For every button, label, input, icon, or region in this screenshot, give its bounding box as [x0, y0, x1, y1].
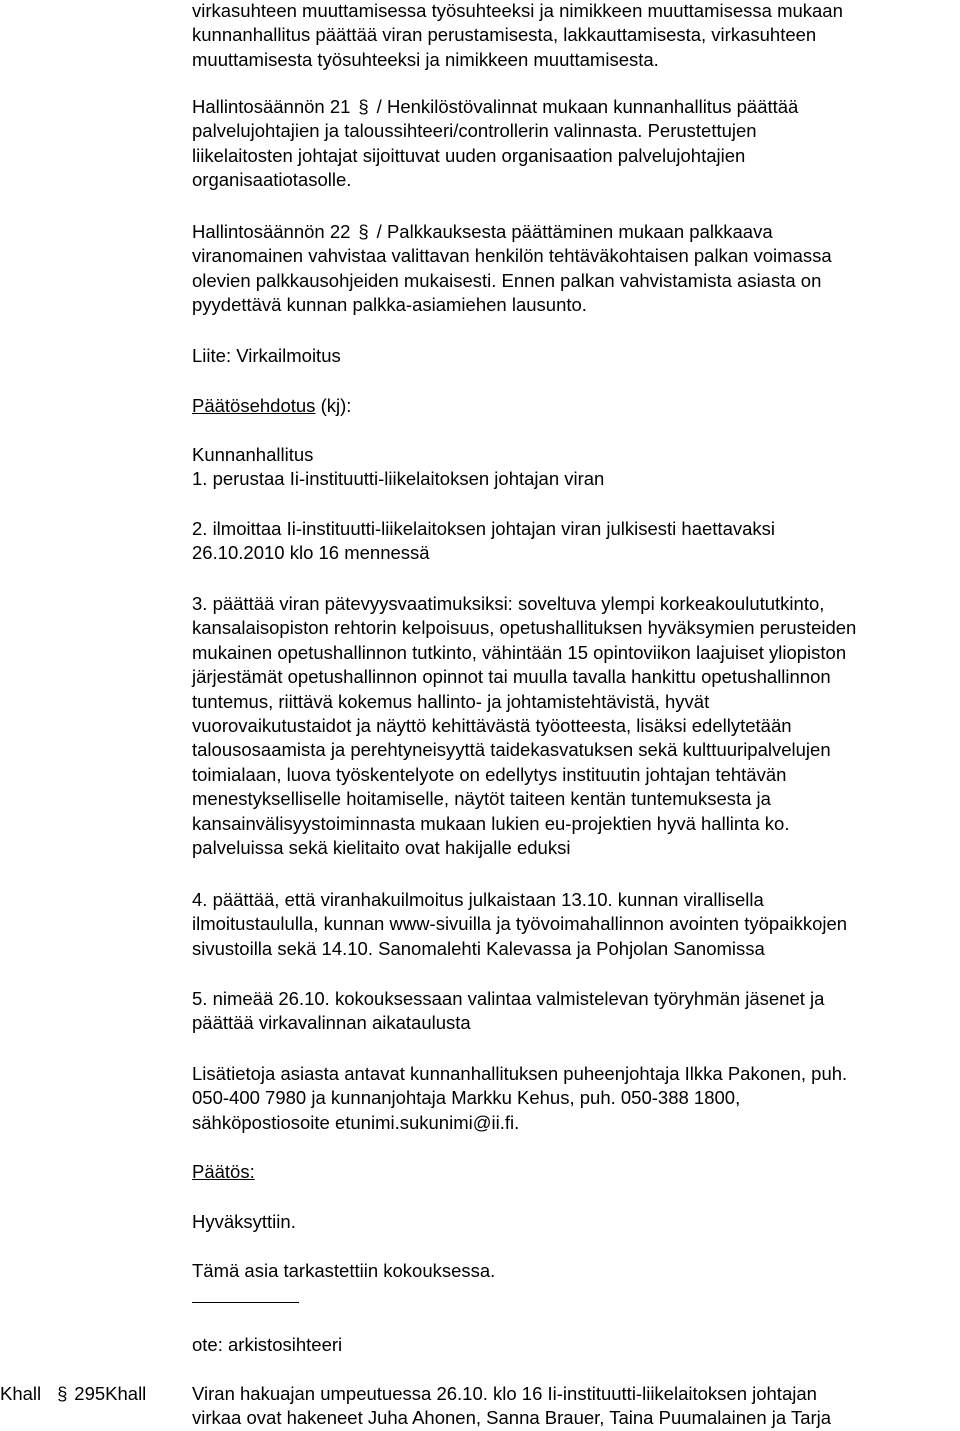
- text-line: muuttamisesta työsuhteeksi ja nimikkeen muuttamisesta.: [192, 48, 659, 70]
- text-line: sivustoilla sekä 14.10. Sanomalehti Kalevassa ja Pohjolan Sanomissa: [192, 937, 765, 959]
- section-sign: §: [358, 221, 369, 242]
- board-abbreviation: Khall: [0, 1383, 42, 1404]
- text-line: mukainen opetushallinnon tutkinto, vähintään 15 opintoviikon laajuiset yliopiston: [192, 641, 847, 663]
- text-line: toimialaan, luova työskentelyote on edellytys instituutin johtajan tehtävän: [192, 763, 787, 785]
- text-line: ilmoitustaululla, kunnan www-sivuilla ja työvoimahallinnon avointen työpaikkojen: [192, 913, 848, 935]
- proposal-heading: [192, 394, 958, 418]
- text-line: 4. päättää, että viranhakuilmoitus julkaistaan 13.10. kunnan virallisella: [192, 889, 764, 910]
- contact-info: [192, 1062, 958, 1135]
- text-line: viranomainen vahvistaa valittavan henkilön tehtäväkohtaisen palkan voimassa: [192, 245, 832, 267]
- text-line: olevien palkkausohjeiden mukaisesti. Ennen palkan vahvistamista asiasta on: [192, 269, 822, 291]
- text-line: 5. nimeää 26.10. kokouksessaan valintaa valmistelevan työryhmän jäsenet ja: [192, 988, 825, 1009]
- text-line: päättää virkavalinnan aikataulusta: [192, 1012, 471, 1034]
- checked-text: Tämä asia tarkastettiin kokouksessa.: [192, 1260, 496, 1281]
- text-line: liikelaitosten johtajat sijoittuvat uuden organisaation palvelujohtajien: [192, 144, 746, 166]
- text-line: vuorovaikutustaidot ja näyttö kehittävästä työotteesta, lisäksi edellytetään: [192, 714, 792, 736]
- paragraph-decision-authority: [192, 0, 958, 72]
- extract-text: ote: arkistosihteeri: [192, 1334, 343, 1355]
- text-line: kansainvälisyystoiminnasta mukaan lukien eu-projektien hyvä hallinta ko.: [192, 812, 790, 834]
- proposal-item-4: [192, 888, 958, 961]
- text-line: 26.10.2010 klo 16 mennessä: [192, 542, 430, 564]
- text-line: organisaatiotasolle.: [192, 169, 352, 191]
- rule-reference: Hallintosäännön 22: [192, 221, 351, 242]
- proposal-item-1: 1. perustaa Ii-instituutti-liikelaitoksen johtajan viran: [192, 468, 605, 490]
- decision-heading-label: Päätös:: [192, 1161, 255, 1182]
- attachment-text: Liite: Virkailmoitus: [192, 345, 341, 366]
- decision-heading: [192, 1160, 958, 1184]
- proposal-board: [192, 443, 958, 492]
- text-line: talousosaamista ja perehtyneisyyttä taidekasvatuksen sekä kulttuuripalvelujen: [192, 739, 831, 761]
- text-line: virkasuhteen muuttamisessa työsuhteeksi ja nimikkeen muuttamisessa mukaan: [192, 0, 843, 21]
- text-line: Viran hakuajan umpeutuessa 26.10. klo 16 Ii-instituutti-liikelaitoksen johtajan: [192, 1383, 817, 1404]
- text-fragment: / Henkilöstövalinnat mukaan kunnanhallitus päättää: [371, 96, 799, 117]
- text-line: sähköpostiosoite etunimi.sukunimi@ii.fi.: [192, 1111, 520, 1133]
- text-line: virkaa ovat hakeneet Juha Ahonen, Sanna Brauer, Taina Puumalainen ja Tarja: [192, 1407, 832, 1429]
- text-line: [192, 220, 958, 244]
- text-line: [192, 95, 958, 119]
- extract-note: [192, 1333, 958, 1357]
- text-line: [192, 394, 958, 418]
- section-sign: §: [358, 96, 369, 117]
- proposal-item-3: [192, 592, 958, 860]
- paragraph-staff-selection: [192, 95, 958, 193]
- text-line: Lisätietoja asiasta antavat kunnanhallituksen puheenjohtaja Ilkka Pakonen, puh.: [192, 1063, 848, 1084]
- section-sign: §: [57, 1383, 68, 1404]
- text-line: kunnanhallitus päättää viran perustamisesta, lakkauttamisesta, virkasuhteen: [192, 24, 817, 46]
- board-name: Kunnanhallitus: [192, 444, 314, 465]
- decision-text: [192, 1210, 958, 1234]
- proposal-item-5: [192, 987, 958, 1036]
- proposal-heading-suffix: (kj):: [315, 395, 352, 416]
- next-item-section-label: [0, 1382, 146, 1406]
- text-line: pyydettävä kunnan palkka-asiamiehen lausunto.: [192, 294, 587, 316]
- attachment-line: [192, 344, 958, 368]
- text-line: menestykselliselle hoitamiselle, näytöt taiteen kentän tuntemuksesta ja: [192, 788, 771, 810]
- text-line: 050-400 7980 ja kunnanjohtaja Markku Kehus, puh. 050-388 1800,: [192, 1087, 741, 1109]
- proposal-heading-label: Päätösehdotus: [192, 395, 316, 416]
- text-line: palvelujohtajien ja taloussihteeri/controllerin valinnasta. Perustettujen: [192, 120, 757, 142]
- checked-note: [192, 1259, 958, 1283]
- section-number: 295Khall: [74, 1383, 147, 1404]
- text-line: tuntemus, riittävä kokemus hallinto- ja johtamistehtävistä, hyvät: [192, 690, 710, 712]
- next-item-text: [192, 1382, 958, 1431]
- paragraph-salary-decision: [192, 220, 958, 318]
- text-line: 3. päättää viran pätevyysvaatimuksiksi: soveltuva ylempi korkeakoulututkinto,: [192, 593, 825, 614]
- text-line: järjestämät opetushallinnon opinnot tai muulla tavalla hankittu opetushallinnon: [192, 666, 831, 688]
- text-line: palveluissa sekä kielitaito ovat hakijalle eduksi: [192, 836, 571, 858]
- text-fragment: / Palkkauksesta päättäminen mukaan palkkaava: [371, 221, 773, 242]
- text-line: 2. ilmoittaa Ii-instituutti-liikelaitoksen johtajan viran julkisesti haettavaksi: [192, 518, 776, 539]
- text-line: kansalaisopiston rehtorin kelpoisuus, opetushallituksen hyväksymien perusteiden: [192, 617, 857, 639]
- proposal-item-2: [192, 517, 958, 566]
- rule-reference: Hallintosäännön 21: [192, 96, 351, 117]
- decision-result: Hyväksyttiin.: [192, 1211, 296, 1232]
- divider-rule: [192, 1302, 299, 1303]
